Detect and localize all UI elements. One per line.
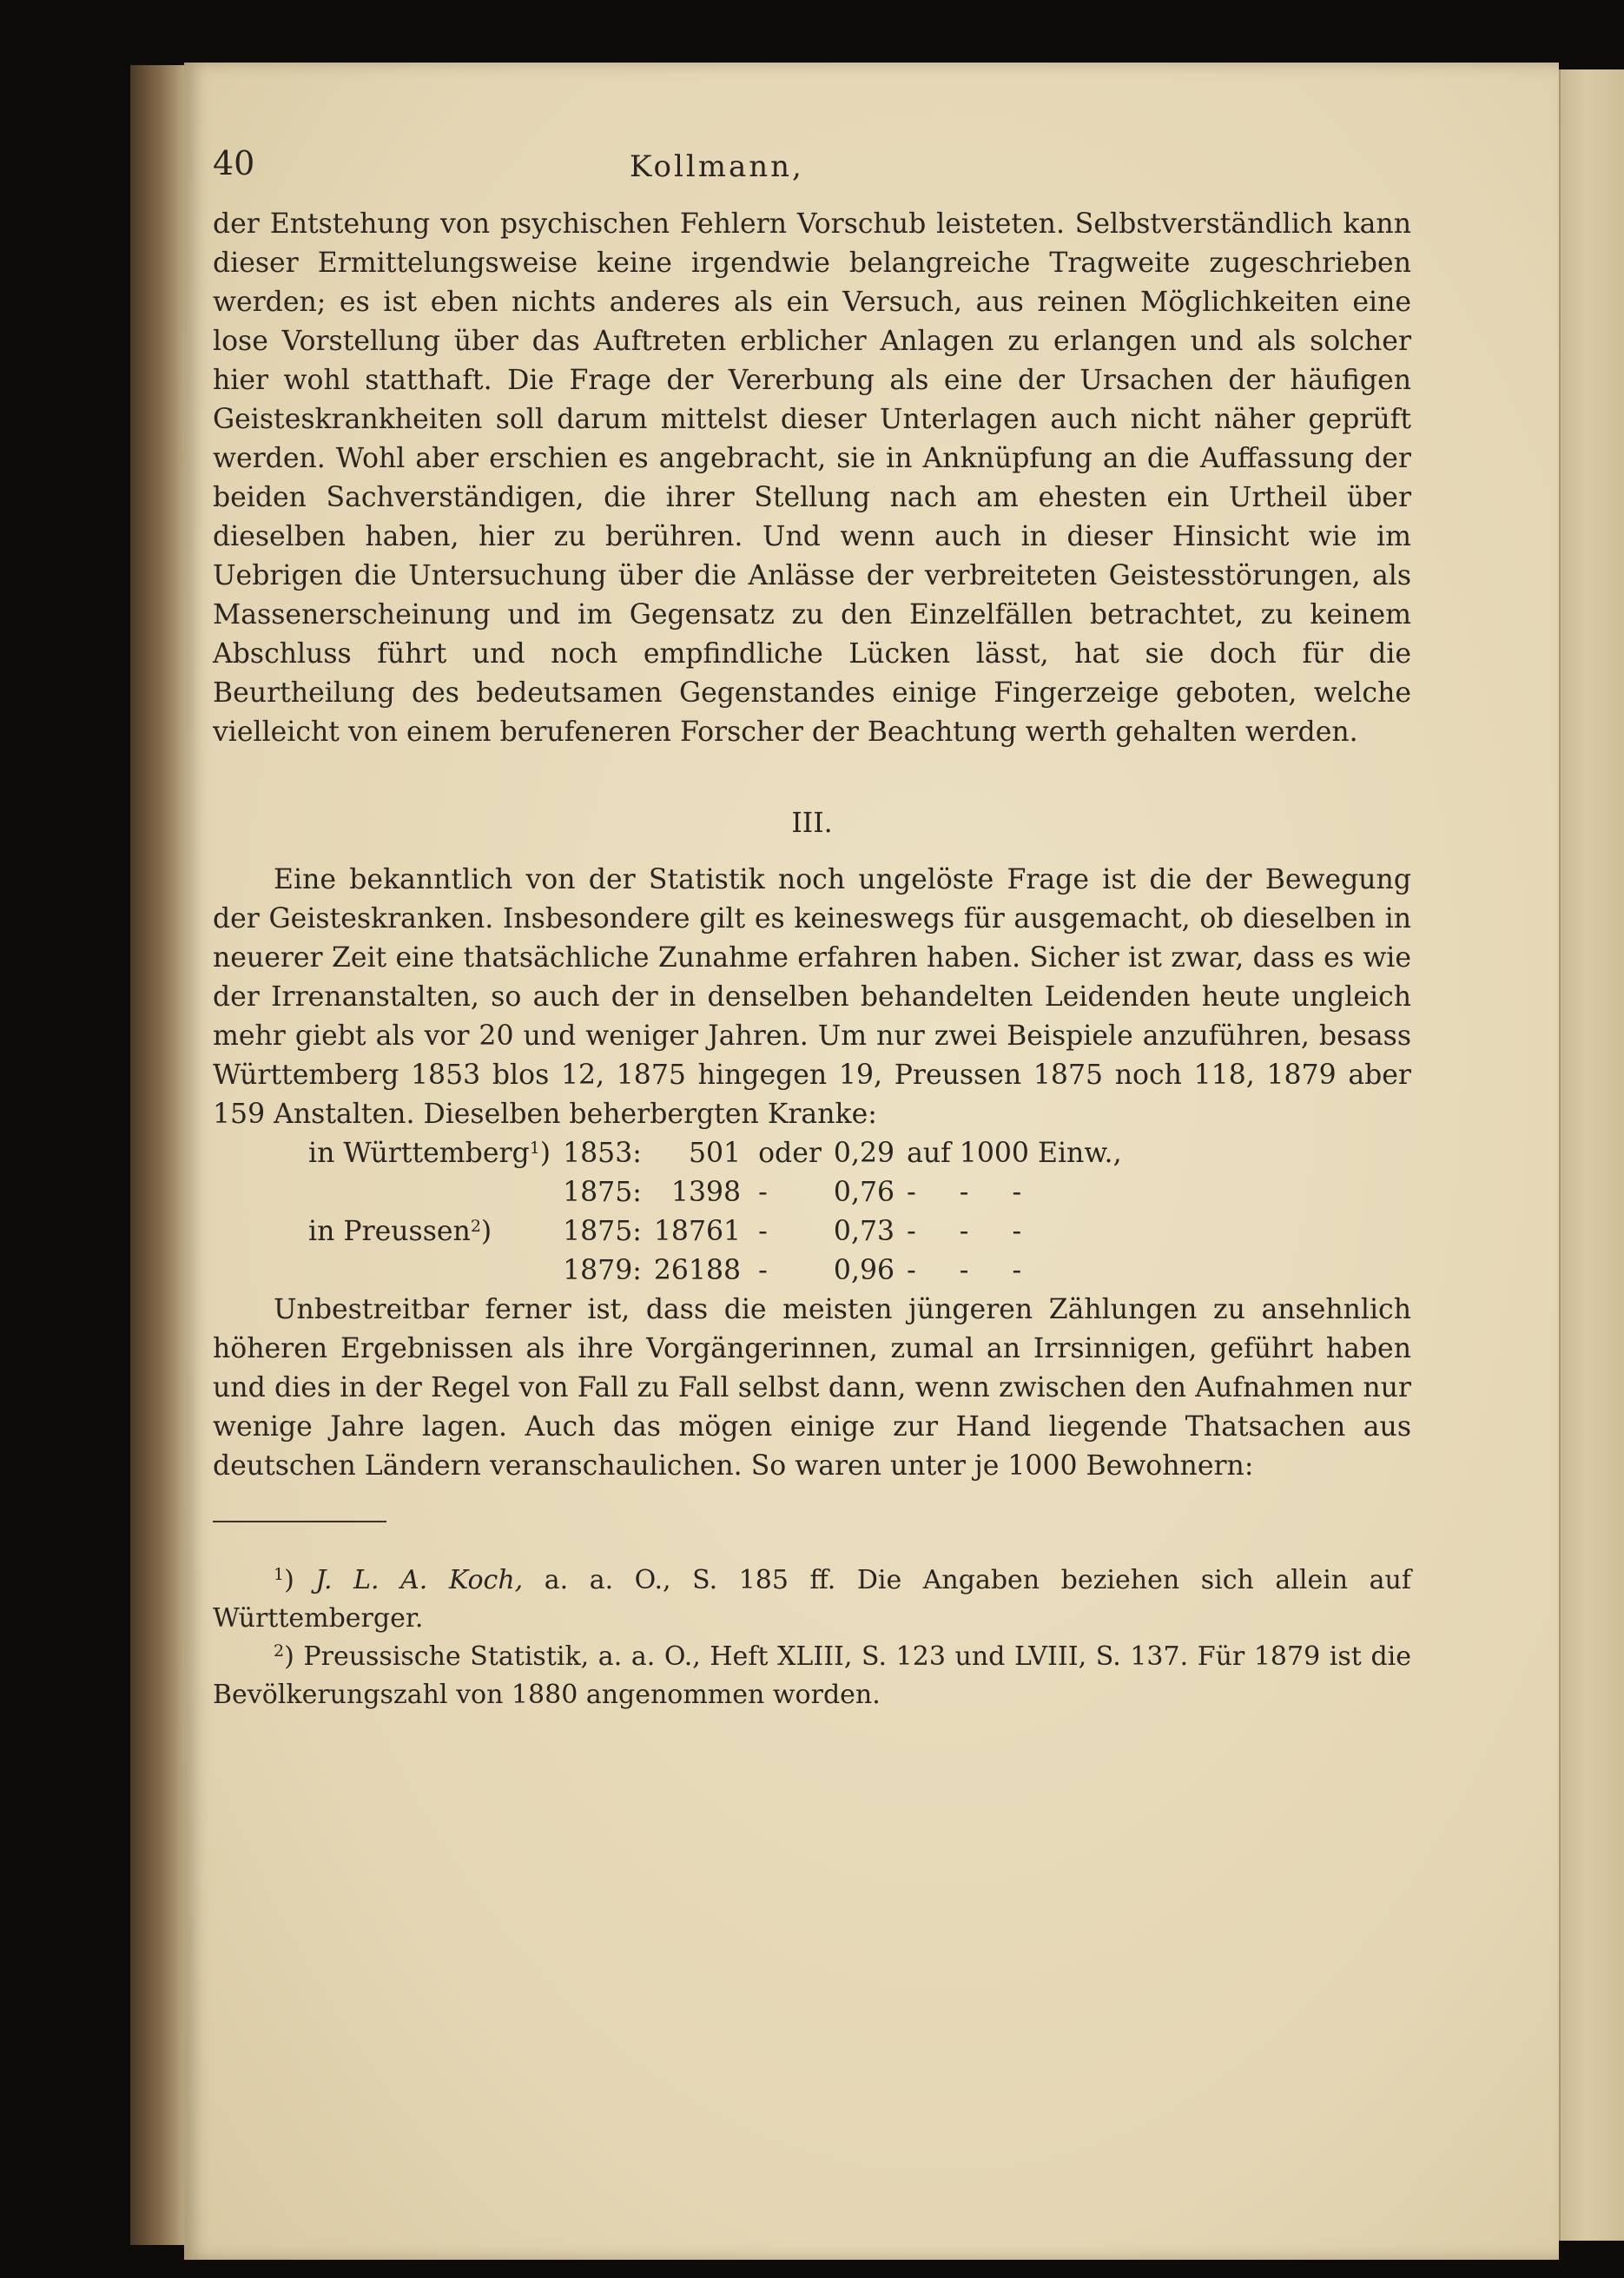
conj-cell: oder [758,1138,822,1169]
footnote-mark: 1 [274,1565,285,1584]
tail-cell: - - - [907,1255,1022,1286]
region-cell [308,1173,563,1212]
count-cell: 26188 [653,1255,742,1286]
footnote-1: $^1$) J. L. A. Koch, a. a. O., S. 185 ff. Die Angaben beziehen sich allein auf Württemberger. [213,1565,1411,1634]
footnote-authors: J. L. A. Koch, [315,1565,524,1595]
year-cell: 1853: [563,1138,642,1169]
table-row [308,1251,1134,1291]
region-cell: in Württemberg$^1$) [308,1138,551,1169]
tail-cell: - - - [907,1177,1022,1208]
rate-cell: 0,96 [833,1255,895,1286]
paragraph-2: Eine bekanntlich von der Statistik noch ungelöste Frage ist die der Bewegung der Geisteskranken. Insbesondere gilt es keineswegs für ausgemacht, ob dieselben in neuerer Zeit eine thatsächliche Zunahme erfahren haben. Sicher ist zwar, dass es wie der Irrenanstalten, so auch der in denselben behandelten Leidenden heute ungleich mehr giebt als vor 20 und weniger Jahren. Um nur zwei Beispiele anzuführen, besass Württemberg 1853 blos 12, 1875 hingegen 19, Preussen 1875 noch 118, 1879 aber 159 Anstalten. Dieselben beherbergten Kranke: [213,864,1411,1130]
page-text [213,144,1411,1714]
tail-cell: auf 1000 Einw., [907,1138,1122,1169]
book-spine [130,65,184,2245]
year-cell: 1875: [563,1216,642,1247]
next-page-edge [1559,69,1624,2241]
count-cell: 1398 [670,1177,742,1208]
region-cell: in Preussen$^2$) [308,1216,492,1247]
rate-cell: 0,76 [833,1177,895,1208]
conj-cell: - [758,1177,768,1208]
rate-cell: 0,29 [833,1138,895,1169]
patients-table [308,1134,1134,1291]
table-row [308,1134,1134,1173]
footnote-text: a. a. O., S. 185 ff. Die Angaben beziehen sich allein auf Württemberger. [213,1565,1411,1634]
tail-cell: - - - [907,1216,1022,1247]
section-number: III. [791,808,833,839]
region-cell [308,1251,563,1291]
footnote-2: $^2$) Preussische Statistik, a. a. O., Heft XLIII, S. 123 und LVIII, S. 137. Für 1879 ist die Bevölkerungszahl von 1880 angenommen worden. [213,1641,1412,1710]
conj-cell: - [758,1216,768,1247]
footnote-mark: 2 [274,1641,285,1661]
page-header [213,144,1411,205]
year-cell: 1879: [563,1255,642,1286]
footnote-rule [213,1521,386,1522]
table-row [308,1212,1134,1251]
paragraph-1: der Entstehung von psychischen Fehlern Vorschub leisteten. Selbstverständlich kann dieser Ermittelungsweise keine irgendwie belangreiche Tragweite zugeschrieben werden; es ist eben nichts anderes als ein Versuch, aus reinen Möglichkeiten eine lose Vorstellung über das Auftreten erblicher Anlagen zu erlangen und als solcher hier wohl statthaft. Die Frage der Vererbung als eine der Ursachen der häufigen Geisteskrankheiten soll darum mittelst dieser Unterlagen auch nicht näher geprüft werden. Wohl aber erschien es angebracht, sie in Anknüpfung an die Auffassung der beiden Sachverständigen, die ihrer Stellung nach am ehesten ein Urtheil über dieselben haben, hier zu berühren. Und wenn auch in dieser Hinsicht wie im Uebrigen die Untersuchung über die Anlässe der verbreiteten Geistesstörungen, als Massenerscheinung und im Gegensatz zu den Einzelfällen betrachtet, zu keinem Abschluss führt und noch empfindliche Lücken lässt, hat sie doch für die Beurtheilung des bedeutsamen Gegenstandes einige Fingerzeige geboten, welche vielleicht von einem berufeneren Forscher der Beachtung werth gehalten werden. [213,208,1411,748]
rate-cell: 0,73 [833,1216,895,1247]
footnote-ref: 1 [529,1139,540,1158]
count-cell: 18761 [653,1216,742,1247]
table-row [308,1173,1134,1212]
year-cell: 1875: [563,1177,642,1208]
count-cell: 501 [688,1138,742,1169]
footnote-text: Preussische Statistik, a. a. O., Heft XLIII, S. 123 und LVIII, S. 137. Für 1879 ist die Bevölkerungszahl von 1880 angenommen worden. [213,1641,1412,1710]
footnote-ref: 2 [470,1217,481,1236]
paragraph-3: Unbestreitbar ferner ist, dass die meisten jüngeren Zählungen zu ansehnlich höheren Ergebnissen als ihre Vorgängerinnen, zumal an Irrsinnigen, geführt haben und dies in der Regel von Fall zu Fall selbst dann, wenn zwischen den Aufnahmen nur wenige Jahre lagen. Auch das mögen einige zur Hand liegende Thatsachen aus deutschen Ländern veranschaulichen. So waren unter je 1000 Bewohnern: [213,1294,1411,1482]
running-title: Kollmann, [630,149,804,184]
page-number: 40 [213,144,255,182]
conj-cell: - [758,1255,768,1286]
